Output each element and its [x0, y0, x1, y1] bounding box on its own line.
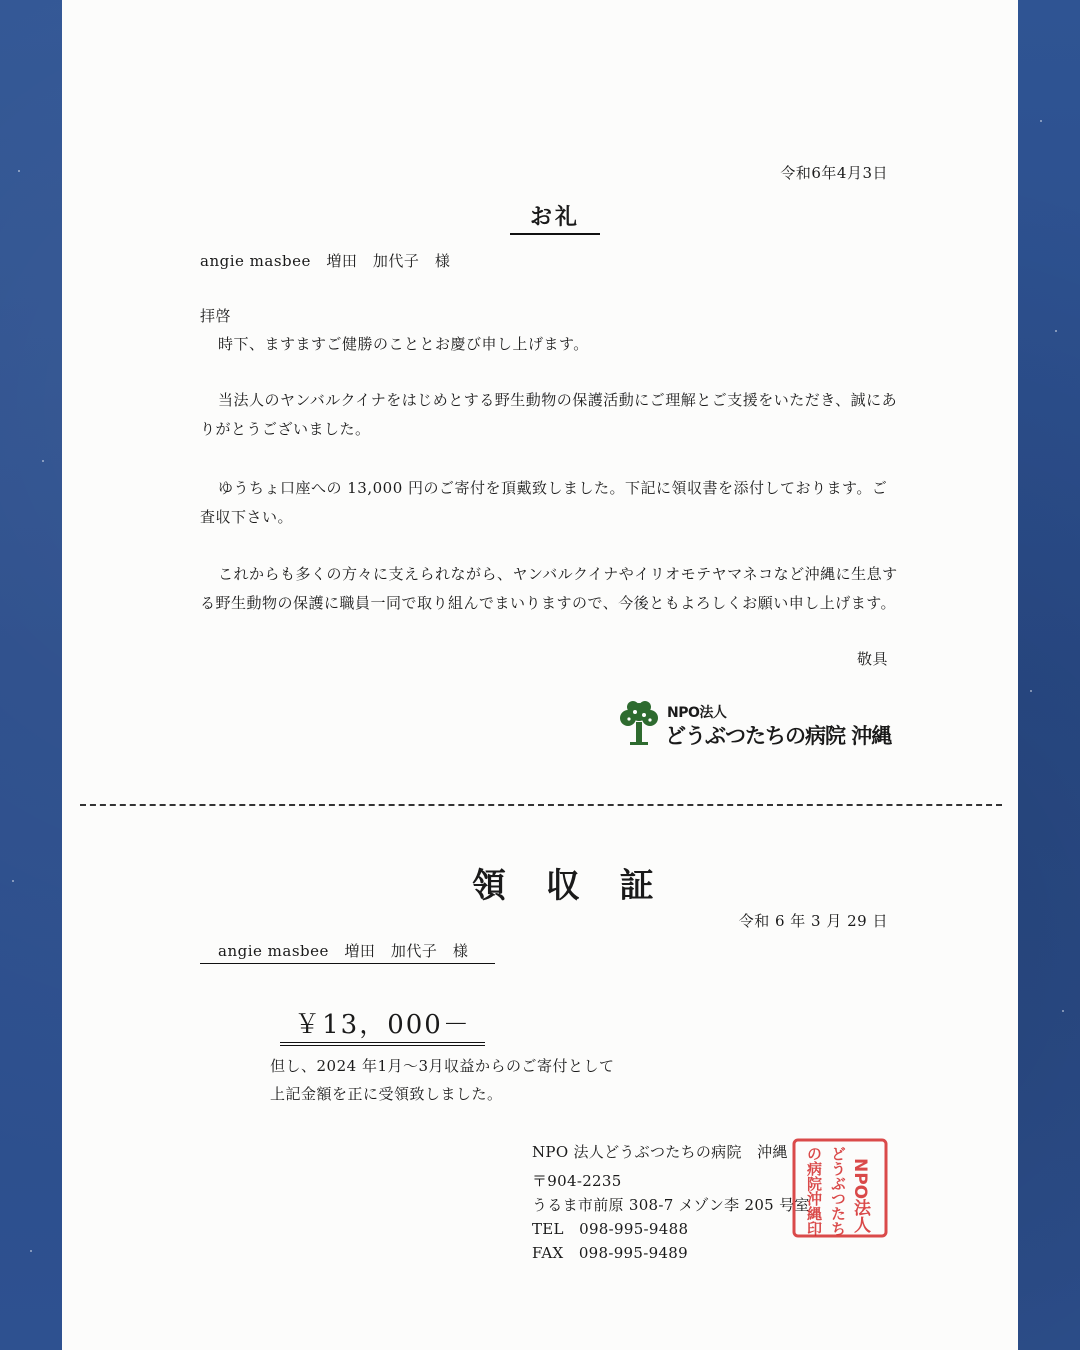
background-star	[1040, 120, 1042, 122]
background-star	[12, 880, 14, 882]
letter-paragraph: これからも多くの方々に支えられながら、ヤンバルクイナやイリオモテヤマネコなど沖縄に生息する野生動物の保護に職員一同で取り組んでまいりますので、今後ともよろしくお願い申し上げます。	[200, 565, 898, 612]
receipt-addressee: angie masbee 増田 加代子 様	[200, 940, 495, 964]
letter-closing: 敬具	[856, 650, 888, 668]
receipt-note: 但し、2024 年1月～3月収益からのご寄付として	[270, 1057, 615, 1075]
letter-addressee: angie masbee 増田 加代子 様	[200, 252, 451, 270]
seal-line: の病院沖縄印	[805, 1146, 823, 1236]
letter-paragraph: ゆうちょ口座への 13,000 円のご寄付を頂戴致しました。下記に領収書を添付しております。ご査収下さい。	[200, 479, 888, 526]
background-star	[30, 1250, 32, 1252]
seal-line: どうぶつたち	[829, 1146, 847, 1236]
organization-tel: TEL 098-995-9488	[532, 1220, 689, 1238]
letter-paragraph: 時下、ますますご健勝のこととお慶び申し上げます。	[218, 335, 589, 353]
receipt-amount: ￥13，000－	[280, 1004, 485, 1046]
cut-line-divider	[80, 804, 1002, 806]
organization-zip: 〒904-2235	[532, 1172, 622, 1190]
seal-line: NPO法人	[850, 1158, 870, 1234]
letter-paragraph: 当法人のヤンバルクイナをはじめとする野生動物の保護活動にご理解とご支援をいただき、誠にありがとうございました。	[200, 391, 898, 438]
receipt-note: 上記金額を正に受領致しました。	[270, 1085, 503, 1103]
background-star	[42, 460, 44, 462]
organization-logo	[617, 698, 897, 754]
tree-icon	[617, 698, 661, 748]
organization-address: うるま市前原 308-7 メゾン李 205 号室	[532, 1196, 810, 1214]
receipt-date: 令和 6 年 3 月 29 日	[738, 912, 888, 930]
background-star	[1062, 1010, 1064, 1012]
document-page	[62, 0, 1018, 1350]
organization-fax: FAX 098-995-9489	[532, 1244, 688, 1262]
seal-stamp	[792, 1138, 888, 1238]
letter-date: 令和6年4月3日	[780, 164, 888, 182]
letter-salutation: 拝啓	[200, 307, 232, 325]
background-star	[18, 170, 20, 172]
letter-title: お礼	[510, 200, 600, 235]
organization-name: NPO 法人どうぶつたちの病院 沖縄	[532, 1143, 788, 1161]
background-star	[1055, 330, 1057, 332]
background-star	[1030, 690, 1032, 692]
logo-big-text: どうぶつたちの病院 沖縄	[665, 724, 892, 748]
logo-small-text: NPO法人	[667, 705, 727, 721]
receipt-title: 領 収 証	[472, 866, 668, 906]
